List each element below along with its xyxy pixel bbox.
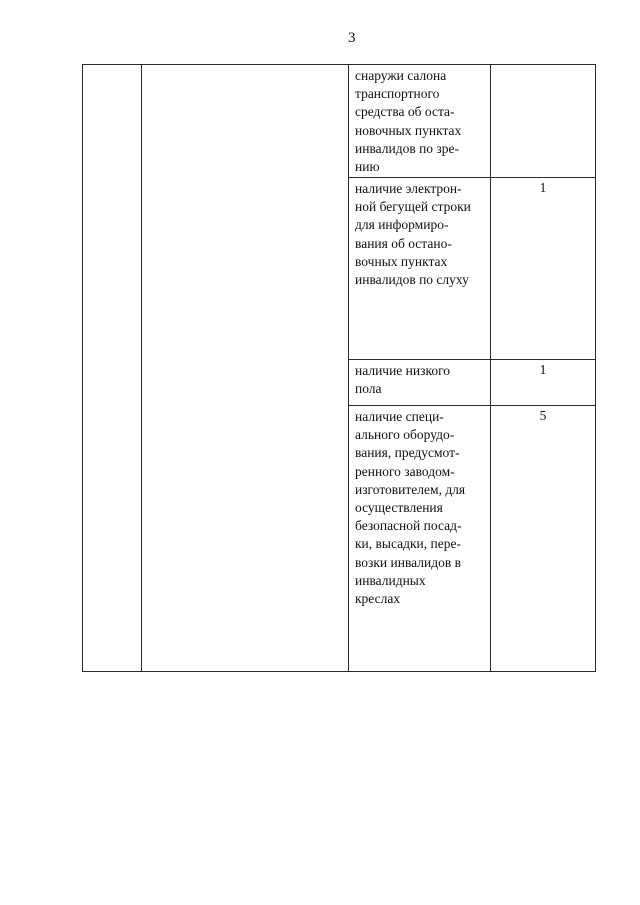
description-cell bbox=[349, 65, 491, 178]
description-line: вания, предусмот- bbox=[355, 445, 460, 461]
description-line: возки инвалидов в bbox=[355, 554, 461, 570]
description-line: снаружи салона bbox=[355, 68, 447, 83]
description-line: нию bbox=[355, 159, 380, 175]
description-line: инвалидов по слуху bbox=[355, 272, 469, 288]
description-line: наличие специ- bbox=[355, 409, 444, 424]
description-cell bbox=[349, 406, 491, 672]
description-line: вочных пунктах bbox=[355, 253, 448, 269]
value-cell bbox=[491, 65, 596, 178]
description-line: креслах bbox=[355, 591, 401, 607]
table-row bbox=[83, 65, 596, 178]
description-line: средства об оста- bbox=[355, 104, 455, 120]
description-line: наличие электрон- bbox=[355, 181, 462, 196]
document-table bbox=[82, 64, 596, 672]
value-cell: 1 bbox=[491, 178, 596, 360]
description-line: вания об останo- bbox=[355, 235, 452, 251]
description-line: инвалидных bbox=[355, 572, 426, 588]
description-line: инвалидов по зре- bbox=[355, 140, 460, 156]
description-line: пола bbox=[355, 381, 382, 397]
column-2-cell bbox=[142, 65, 349, 672]
description-line: транспортного bbox=[355, 86, 440, 102]
value-cell: 1 bbox=[491, 360, 596, 406]
column-1-cell bbox=[83, 65, 142, 672]
description-line: новочных пунктах bbox=[355, 122, 462, 138]
description-line: изготовителем, для bbox=[355, 481, 466, 497]
description-cell bbox=[349, 360, 491, 406]
page-number: 3 bbox=[348, 30, 356, 46]
description-line: безопасной посад- bbox=[355, 518, 462, 534]
description-cell bbox=[349, 178, 491, 360]
description-line: ального оборудо- bbox=[355, 427, 455, 443]
value-cell: 5 bbox=[491, 406, 596, 672]
description-line: ной бегущей строки bbox=[355, 199, 471, 215]
description-line: наличие низкого bbox=[355, 363, 451, 378]
description-line: для информиро- bbox=[355, 217, 449, 233]
description-line: ренного заводом- bbox=[355, 463, 455, 479]
description-line: ки, высадки, пере- bbox=[355, 536, 461, 552]
description-line: осуществления bbox=[355, 500, 443, 516]
